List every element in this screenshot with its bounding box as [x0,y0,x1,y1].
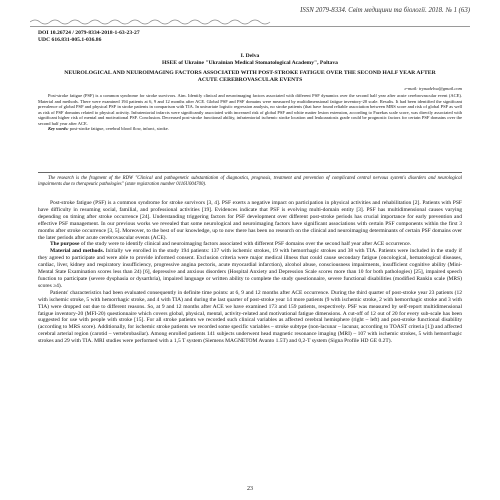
udc: UDC 616.831-005.1-036.86 [38,37,102,43]
running-header [30,4,470,27]
header-ornament-icon [30,18,470,26]
author-email[interactable]: e-mail: irynadelva@gmail.com [404,86,462,91]
affiliation: HSEE of Ukraine "Ukrainian Medical Stomatological Academy", Poltava [162,60,338,66]
research-note: The research is the fragment of the RDW "Clinical and pathogenetic substantiation of diagnostics, prognosis, treatment and prevention of complicated central nervous system's disorders and neurological impairments due to therapeutic pathologies" (state registration number 0116U004700). [38,176,462,187]
article-title: NEUROLOGICAL AND NEUROIMAGING FACTORS ASSOCIATED WITH POST-STROKE FATIGUE OVER THE SECOND HALF YEAR AFTER ACUTE CEREBROVASCULAR EVENTS [64,70,436,83]
purpose-text: of the study were to identify clinical and neuroimaging factors associated with different PSF domains over the second half year after ACE occurrence. [79,241,412,248]
keywords-text: post-stroke fatigue, cerebral blood flow, infarct, stroke. [69,126,169,131]
abstract [38,93,462,132]
author: I. Delva [240,53,260,59]
methods-paragraph [38,248,462,289]
article-identifiers [38,30,140,44]
intro-paragraph: Post-stroke fatigue (PSF) is a common syndrome for stroke survivors [3, 4]. PSF exerts a negative impact on participation in physical activities and rehabilitation [2]. Patients with PSF have difficulty in resuming social, familial, and professional activities [19]. Evidences indicate that PSF is evolving multi-domain entity [3]. PSF has multidimensional causes varying depending on timing after stroke occurrence [24]. Understanding triggering factors for PSF development over different post-stroke periods has crucial importance for early prevention and effective PSF management. In our previous works we revealed that some neurological and neuroimaging factors have significant associations with certain PSF components within the first 3 months after stroke occurrence [3, 5]. Moreover, to the best of our knowledge, up to now there has been no research on the clinical and neuroimaging determinants of certain PSF domains over the later periods after acute cerebrovascular events (ACE). [38,200,462,241]
methods-continued-paragraph: Patients' characteristics had been evaluated consequently in definite time points: at 6, 9 and 12 months after ACE occurrence. During the third quarter of post-stroke year 23 patients (12 with ischemic stroke, 5 with hemorrhagic stroke, and 4 with TIA) and during the last quarter of post-stroke year 14 more patients (9 with ischemic stroke, 2 with hemorrhagic stroke and 3 with TIA) were dropped out due to different reasons. So, at 9 and 12 months after ACE we have examined 173 and 159 patients, respectively. PSF was measured by self-report multidimensional fatigue inventory-20 (MFI-20) questionnaire which covers global, physical, mental, activity-related and motivational fatigue dimensions. A cut-off of 12 out of 20 for every sub-scale has been suggested for use with people with stroke [15]. For all stroke patients we recorded such clinical variables as affected cerebral hemisphere (right – left) and post-stroke functional disability (according to MRS score). Additionally, for ischemic stroke patients we recorded some specific variables – stroke subtype (non-lacunar – lacunar, according to TOAST criteria [1]) and affected cerebral arterial region (carotid – vertebrobasilar). Among enrolled patients 141 subjects underwent head magnetic resonance imaging (MRI) – 107 with ischemic strokes, 5 with hemorrhagic strokes and 29 with TIA. MRI studies were performed with a 1,5 T system (Siemens MAGNETOM Avanto 1.5T) and 0,2-T system (Signa Profile HD GE 0.2T). [38,289,462,345]
purpose-label: The purpose [50,241,80,248]
methods-text: Initially we enrolled in the study 194 patients: 137 with ischemic strokes, 19 with hemorrhagic strokes and 38 with TIA. Patients were included in the study if they agreed to participate and were able to provide informed consent. Exclusion criteria were major medical illness that could cause secondary fatigue (oncological, hematological diseases, cardiac, liver, kidney and respiratory insufficiency, progressive angina pectoris, acute myocardial infarction), alcohol abuse, consciousness impairments, insufficient cognitive ability (Mini-Mental State Examination scores less than 24) [6], depressive and anxious disorders (Hospital Anxiety and Depression Scale scores more than 10 for both pathologies) [25], impaired speech function to participate (severe dysphasia or dysarthria), impaired language or written ability to complete the study questionnaire, severe functional disabilities (modified Rankin scale (MRS) scores ≥4). [38,248,462,289]
page-number: 23 [247,486,253,492]
keywords-label: Key words: [48,126,69,131]
keywords [38,126,462,132]
doi: DOI 10.26724 / 2079-8334-2018-1-63-23-27 [38,30,140,36]
section-divider [38,172,462,173]
journal-header: ISSN 2079-8334. Світ медицини та біології. 2018. № 1 (63) [300,7,470,14]
abstract-text: Post-stroke fatigue (PSF) is a common syndrome for stroke survivors. Aim. Identify clinical and neuroimaging factors associated with different PSF dynamics over the second half year after acute cerebrovascular event (ACE). Material and methods. There were examined 194 patients at 6, 9 and 12 months after ACE. Global PSF and PSF domains were measured by multidimensional fatigue inventory-20 scale. Results. It had been identified the significant prevalence of global PSF and physical PSF in stroke patients in comparison with TIA. In univariate logistic regression analysis, no stroke patients (that have found reliable association between MRS score and risk of global PSF as well as risk of PSF domains related to physical activity. Infratentorial infarcts were significantly associated with increased risk of global PSF and white matter lesion extension, according to Fazekas scale score, was directly associated with significant higher risk of mental and motivational PSF. Conclusion. Decreased post-stroke functional ability, infratentorial ischemic stroke location and leukoaraiosis grade could be prognostic factors for certain PSF domains over the second half year after ACE. [38,93,462,126]
article-body [38,200,462,345]
methods-label: Material and methods. [50,248,104,255]
